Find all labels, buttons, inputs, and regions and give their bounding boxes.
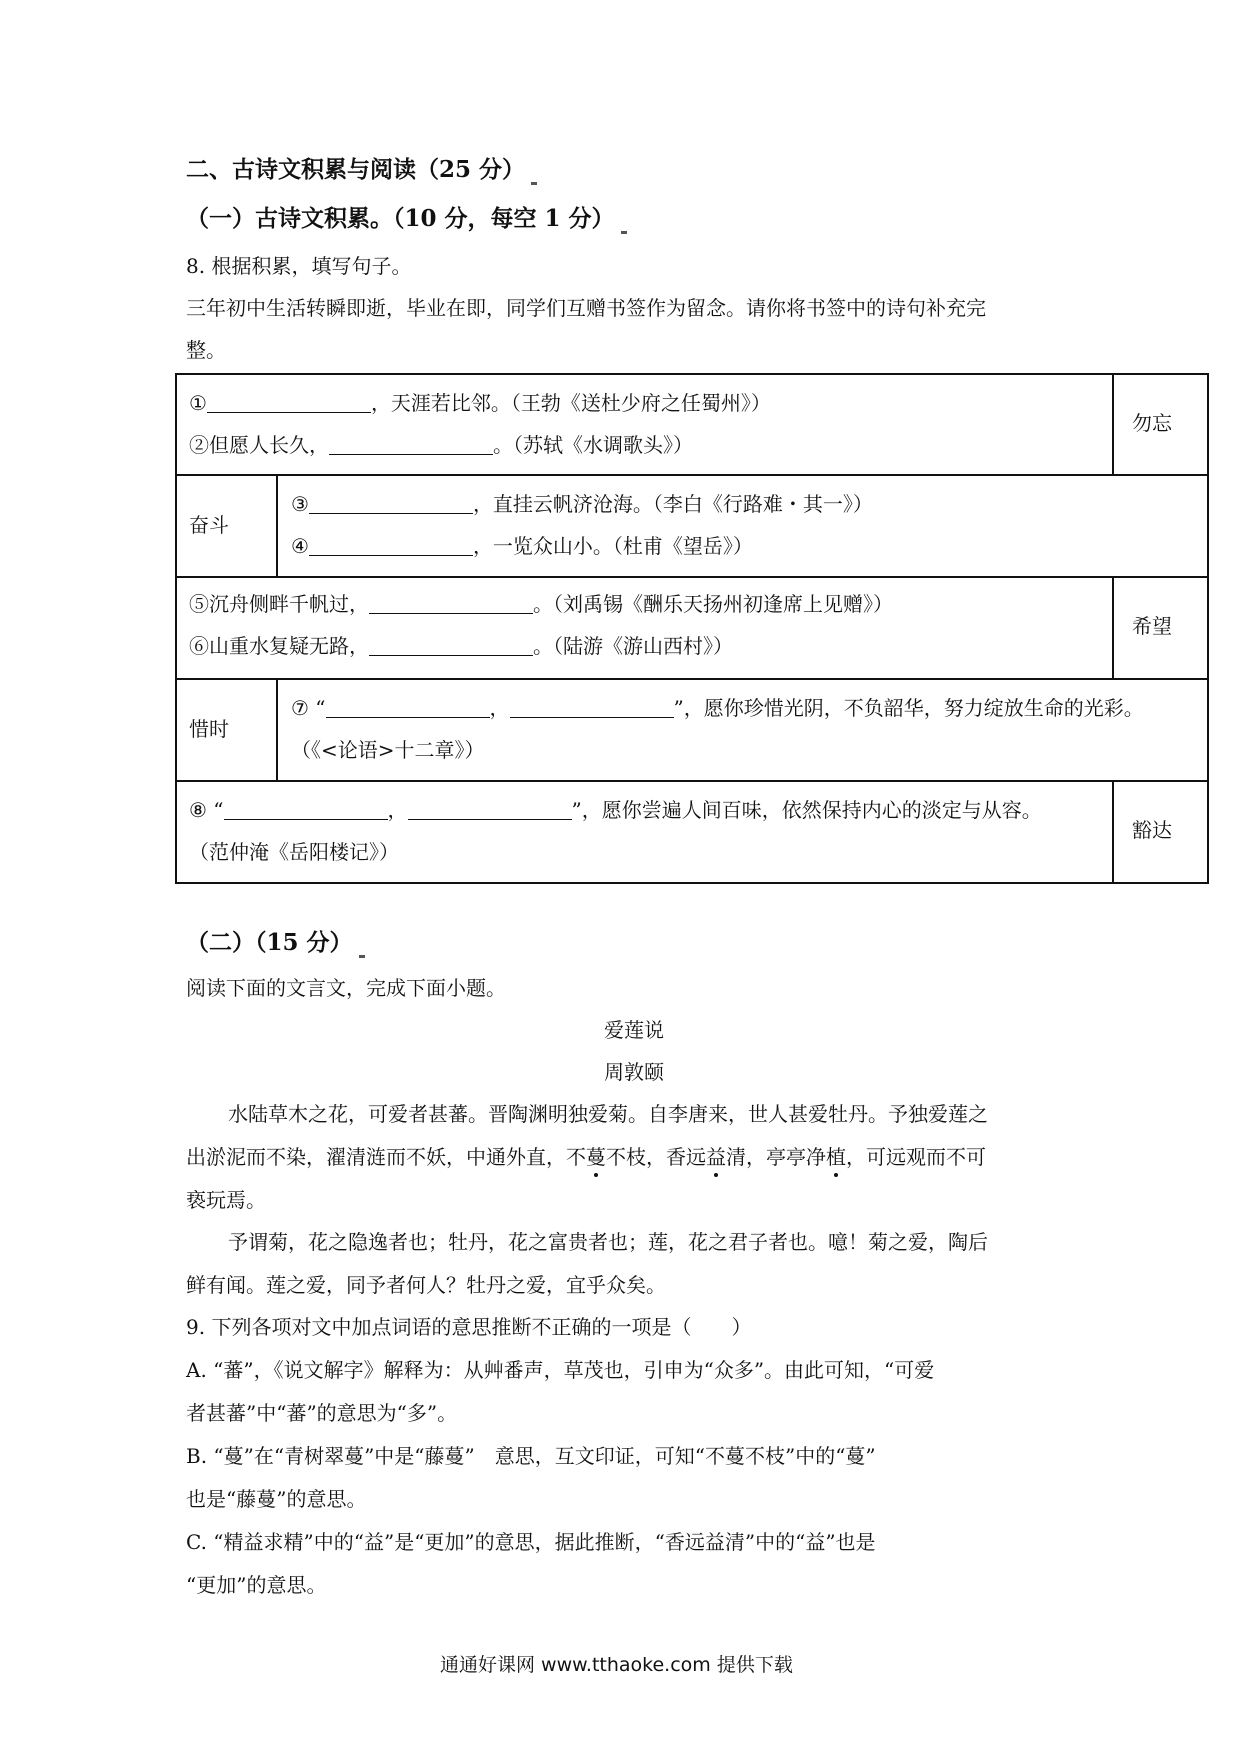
passage-line: 水陆草木之花，可爱者甚蕃。晋陶渊明独爱菊。自李唐来，世人甚爱牡丹。予独爱莲之 [228,1102,988,1126]
option-c-line2: “更加”的意思。 [186,1573,327,1597]
bookmark-line: ④ ，一览众山小。（杜甫《望岳》） [291,534,753,558]
scan-mark [359,955,365,958]
scan-mark [531,182,537,185]
option-c-line1: C. “精益求精”中的“益”是“更加”的意思，据此推断，“香远益清”中的“益”也是 [186,1530,876,1554]
bookmark-line: （范仲淹《岳阳楼记》） [189,840,399,864]
question-9-stem: 9. 下列各项对文中加点词语的意思推断不正确的一项是（ ） [186,1315,752,1339]
subsection-heading: （一）古诗文积累。（10 分，每空 1 分） [186,200,627,234]
bookmark-line: ⑦ “ ， ”，愿你珍惜光阴，不负韶华，努力绽放生命的光彩。 [291,696,1144,720]
bookmark-fendou [175,474,1209,578]
reading-instruction: 阅读下面的文言文，完成下面小题。 [186,976,506,1000]
option-b-line2: 也是“藤蔓”的意思。 [186,1487,367,1511]
bookmark-line: ① ，天涯若比邻。（王勃《送杜少府之任蜀州》） [189,391,771,415]
bookmark-huoda [175,780,1209,884]
bookmark-line: （《<论语>十二章》） [291,738,485,762]
answer-blank[interactable] [369,593,533,614]
question-8-intro-line1: 三年初中生活转瞬即逝，毕业在即，同学们互赠书签作为留念。请你将书签中的诗句补充完 [186,296,986,320]
answer-blank[interactable] [510,697,674,718]
bookmark-line: ③ ，直挂云帆济沧海。（李白《行路难・其一》） [291,492,873,516]
bookmark-xiwang [175,576,1209,680]
bookmark-line: ②但愿人长久， 。（苏轼《水调歌头》） [189,433,693,457]
passage-line: 出淤泥而不染，濯清涟而不妖，中通外直，不蔓不枝，香远益清，亭亭净植，可远观而不可 [186,1141,986,1170]
bookmark-line: ⑥山重水复疑无路， 。（陆游《游山西村》） [189,634,733,658]
dotted-word: 蔓 [586,1141,606,1170]
passage-author: 周敦颐 [604,1060,664,1084]
bookmark-wuwang [175,373,1209,476]
passage-line: 予谓菊，花之隐逸者也；牡丹，花之富贵者也；莲，花之君子者也。噫！菊之爱，陶后 [228,1230,988,1254]
bookmark-label: 希望 [1132,614,1172,638]
bookmark-label: 惜时 [189,717,229,741]
answer-blank[interactable] [309,493,473,514]
bookmark-label: 豁达 [1132,818,1172,842]
dotted-word: 植 [826,1141,846,1170]
scan-mark [621,231,627,234]
bookmark-line: ⑤沉舟侧畔千帆过， 。（刘禹锡《酬乐天扬州初逢席上见赠》） [189,592,893,616]
bookmark-line: ⑧ “ ， ”，愿你尝遍人间百味，依然保持内心的淡定与从容。 [189,798,1042,822]
answer-blank[interactable] [329,434,493,455]
question-8-stem: 8. 根据积累，填写句子。 [186,254,412,278]
section-heading: 二、古诗文积累与阅读（25 分） [186,151,537,185]
option-b-line1: B. “蔓”在“青树翠蔓”中是“藤蔓” 意思，互文印证，可知“不蔓不枝”中的“蔓” [186,1444,876,1468]
option-a-line1: A. “蕃”，《说文解字》解释为：从艸番声，草茂也，引申为“众多”。由此可知，“可爱 [186,1358,935,1382]
answer-blank[interactable] [309,535,473,556]
answer-blank[interactable] [408,799,572,820]
answer-blank[interactable] [369,635,533,656]
footer-watermark: 通通好课网 www.tthaoke.com 提供下载 [440,1654,793,1676]
answer-blank[interactable] [207,392,371,413]
passage-title: 爱莲说 [604,1018,664,1042]
answer-blank[interactable] [224,799,388,820]
dotted-word: 益 [706,1141,726,1170]
answer-blank[interactable] [326,697,490,718]
option-a-line2: 者甚蕃”中“蕃”的意思为“多”。 [186,1401,458,1425]
question-8-intro-line2: 整。 [186,338,226,362]
bookmark-xishi [175,678,1209,782]
bookmark-label: 勿忘 [1132,411,1172,435]
passage-line: 亵玩焉。 [186,1188,266,1212]
passage-line: 鲜有闻。莲之爱，同予者何人？牡丹之爱，宜乎众矣。 [186,1273,666,1297]
subsection-heading: （二）（15 分） [186,924,365,958]
bookmark-label: 奋斗 [189,513,229,537]
